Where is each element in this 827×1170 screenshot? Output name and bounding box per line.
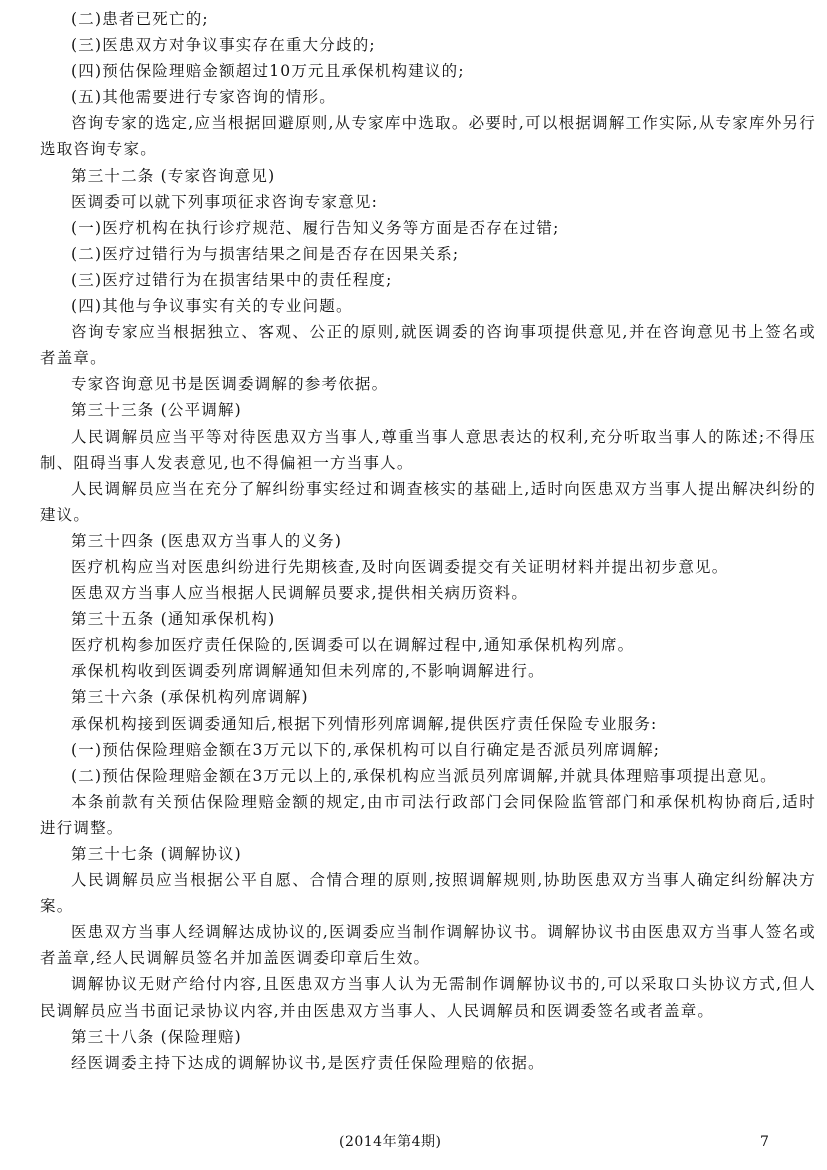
paragraph: (二)医疗过错行为与损害结果之间是否存在因果关系; [71,244,460,263]
paragraph: 经医调委主持下达成的调解协议书,是医疗责任保险理赔的依据。 [71,1053,545,1072]
paragraph: 医调委可以就下列事项征求咨询专家意见: [71,192,379,211]
article-heading: 第三十七条 (调解协议) [71,845,242,863]
paragraph: 医患双方当事人经调解达成协议的,医调委应当制作调解协议书。调解协议书由医患双方当事人签名或者盖章,经人民调解员签名并加盖医调委印章后生效。 [40,923,816,968]
article-heading: 第三十三条 (公平调解) [71,401,242,420]
document-body [40,6,816,1076]
paragraph: (一)医疗机构在执行诊疗规范、履行告知义务等方面是否存在过错; [71,218,560,237]
paragraph: (四)预估保险理赔金额超过10万元且承保机构建议的; [71,62,465,81]
article-heading: 第三十八条 (保险理赔) [71,1027,242,1046]
paragraph: (四)其他与争议事实有关的专业问题。 [71,297,353,316]
paragraph: 咨询专家的选定,应当根据回避原则,从专家库中选取。必要时,可以根据调解工作实际,从专家库外另行选取咨询专家。 [40,114,816,159]
paragraph: 人民调解员应当平等对待医患双方当事人,尊重当事人意思表达的权利,充分听取当事人的陈述;不得压制、阻碍当事人发表意见,也不得偏袒一方当事人。 [40,427,816,472]
article-heading: 第三十六条 (承保机构列席调解) [71,688,309,707]
article-heading: 第三十二条 (专家咨询意见) [71,166,276,185]
paragraph: 承保机构接到医调委通知后,根据下列情形列席调解,提供医疗责任保险专业服务: [71,714,658,733]
paragraph: 本条前款有关预估保险理赔金额的规定,由市司法行政部门会同保险监管部门和承保机构协商后,适时进行调整。 [40,792,816,837]
paragraph: 人民调解员应当在充分了解纠纷事实经过和调查核实的基础上,适时向医患双方当事人提出解决纠纷的建议。 [40,479,816,524]
paragraph: (二)预估保险理赔金额在3万元以上的,承保机构应当派员列席调解,并就具体理赔事项提出意见。 [71,766,777,785]
issue-label: (2014年第4期) [339,1134,442,1150]
paragraph: (二)患者已死亡的; [71,10,209,28]
paragraph: (一)预估保险理赔金额在3万元以下的,承保机构可以自行确定是否派员列席调解; [71,740,661,759]
paragraph: 医疗机构参加医疗责任保险的,医调委可以在调解过程中,通知承保机构列席。 [71,636,635,655]
page-number: 7 [760,1134,769,1150]
paragraph: 医患双方当事人应当根据人民调解员要求,提供相关病历资料。 [71,584,529,603]
article-heading: 第三十五条 (通知承保机构) [71,610,276,629]
page-footer [0,1129,827,1155]
paragraph: (五)其他需要进行专家咨询的情形。 [71,88,336,107]
paragraph: 医疗机构应当对医患纠纷进行先期核查,及时向医调委提交有关证明材料并提出初步意见。 [71,557,729,576]
paragraph: 专家咨询意见书是医调委调解的参考依据。 [71,375,389,394]
paragraph: (三)医疗过错行为在损害结果中的责任程度; [71,270,393,289]
paragraph: 咨询专家应当根据独立、客观、公正的原则,就医调委的咨询事项提供意见,并在咨询意见书上签名或者盖章。 [40,323,816,368]
paragraph: 调解协议无财产给付内容,且医患双方当事人认为无需制作调解协议书的,可以采取口头协议方式,但人民调解员应当书面记录协议内容,并由医患双方当事人、人民调解员和医调委签名或者盖章。 [40,975,816,1020]
article-heading: 第三十四条 (医患双方当事人的义务) [71,531,343,550]
paragraph: 承保机构收到医调委列席调解通知但未列席的,不影响调解进行。 [71,662,545,681]
paragraph: (三)医患双方对争议事实存在重大分歧的; [71,36,376,55]
paragraph: 人民调解员应当根据公平自愿、合情合理的原则,按照调解规则,协助医患双方当事人确定纠纷解决方案。 [40,871,816,916]
